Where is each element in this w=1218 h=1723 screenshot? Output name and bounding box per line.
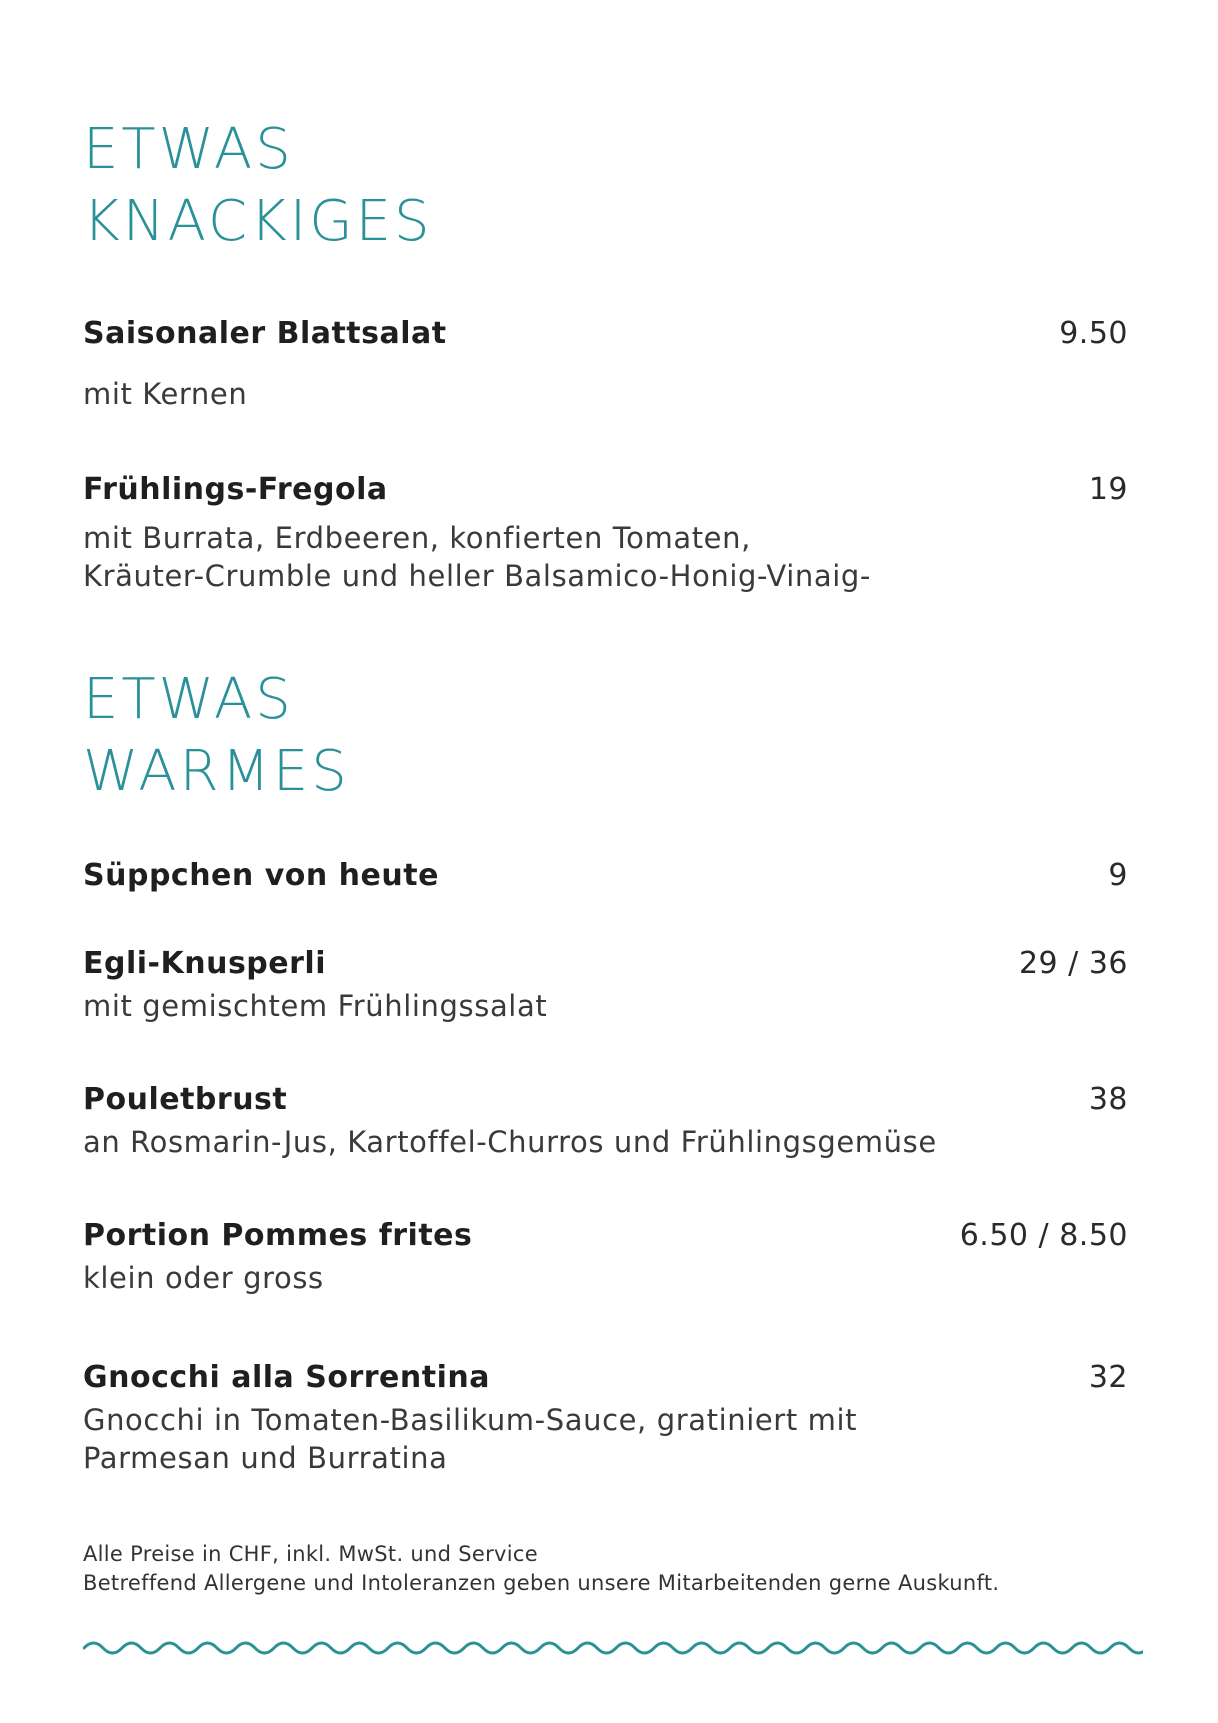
item-description-line: an Rosmarin-Jus, Kartoffel-Churros und Frühlingsgemüse bbox=[83, 1125, 937, 1159]
item-description bbox=[83, 375, 1128, 413]
menu-item-blattsalat bbox=[83, 316, 1128, 413]
menu-page bbox=[83, 0, 1128, 1723]
item-description bbox=[83, 1123, 1128, 1161]
item-name: Saisonaler Blattsalat bbox=[83, 316, 447, 351]
item-description bbox=[83, 1259, 1128, 1297]
section-title-line: KNACKIGES bbox=[83, 189, 433, 254]
menu-item-pommes-frites bbox=[83, 1218, 1128, 1297]
item-name: Pouletbrust bbox=[83, 1082, 288, 1117]
item-description bbox=[83, 1401, 1128, 1477]
section-title-line: ETWAS bbox=[83, 117, 294, 182]
item-price: 29 / 36 bbox=[1018, 946, 1128, 981]
menu-item-fregola bbox=[83, 472, 1128, 595]
menu-item-egli bbox=[83, 946, 1128, 1025]
menu-item-gnocchi bbox=[83, 1360, 1128, 1477]
footer-allergen-note: Betreffend Allergene und Intoleranzen geben unsere Mitarbeitenden gerne Auskunft. bbox=[83, 1571, 1000, 1595]
item-description-line: Gnocchi in Tomaten-Basilikum-Sauce, gratiniert mit bbox=[83, 1403, 858, 1437]
item-price: 38 bbox=[1088, 1082, 1128, 1117]
item-name: Portion Pommes frites bbox=[83, 1218, 473, 1253]
item-name: Gnocchi alla Sorrentina bbox=[83, 1360, 490, 1395]
item-description-line: mit Kernen bbox=[83, 377, 248, 411]
item-description-line: mit gemischtem Frühlingssalat bbox=[83, 989, 548, 1023]
item-name: Süppchen von heute bbox=[83, 858, 439, 893]
item-description-line: Kräuter-Crumble und heller Balsamico-Honig-Vinaig- bbox=[83, 559, 871, 593]
item-description-line: klein oder gross bbox=[83, 1261, 324, 1295]
section-title-knackiges bbox=[83, 114, 433, 258]
item-name: Egli-Knusperli bbox=[83, 946, 326, 981]
item-description-line: mit Burrata, Erdbeeren, konfierten Tomaten, bbox=[83, 521, 751, 555]
item-description bbox=[83, 519, 1128, 595]
wave-divider-icon bbox=[83, 1636, 1143, 1660]
item-name: Frühlings-Fregola bbox=[83, 472, 388, 507]
footer-price-note: Alle Preise in CHF, inkl. MwSt. und Service bbox=[83, 1542, 538, 1566]
item-price: 9.50 bbox=[1059, 316, 1128, 351]
section-title-line: ETWAS bbox=[83, 667, 294, 732]
item-description bbox=[83, 987, 1128, 1025]
item-price: 19 bbox=[1088, 472, 1128, 507]
item-price: 6.50 / 8.50 bbox=[959, 1218, 1128, 1253]
item-price: 9 bbox=[1108, 858, 1128, 893]
section-title-warmes bbox=[83, 664, 350, 808]
menu-item-pouletbrust bbox=[83, 1082, 1128, 1161]
item-price: 32 bbox=[1088, 1360, 1128, 1395]
section-title-line: WARMES bbox=[83, 739, 350, 804]
item-description-line: Parmesan und Burratina bbox=[83, 1441, 448, 1475]
menu-item-sueppchen bbox=[83, 858, 1128, 893]
footer-notes bbox=[83, 1540, 999, 1598]
